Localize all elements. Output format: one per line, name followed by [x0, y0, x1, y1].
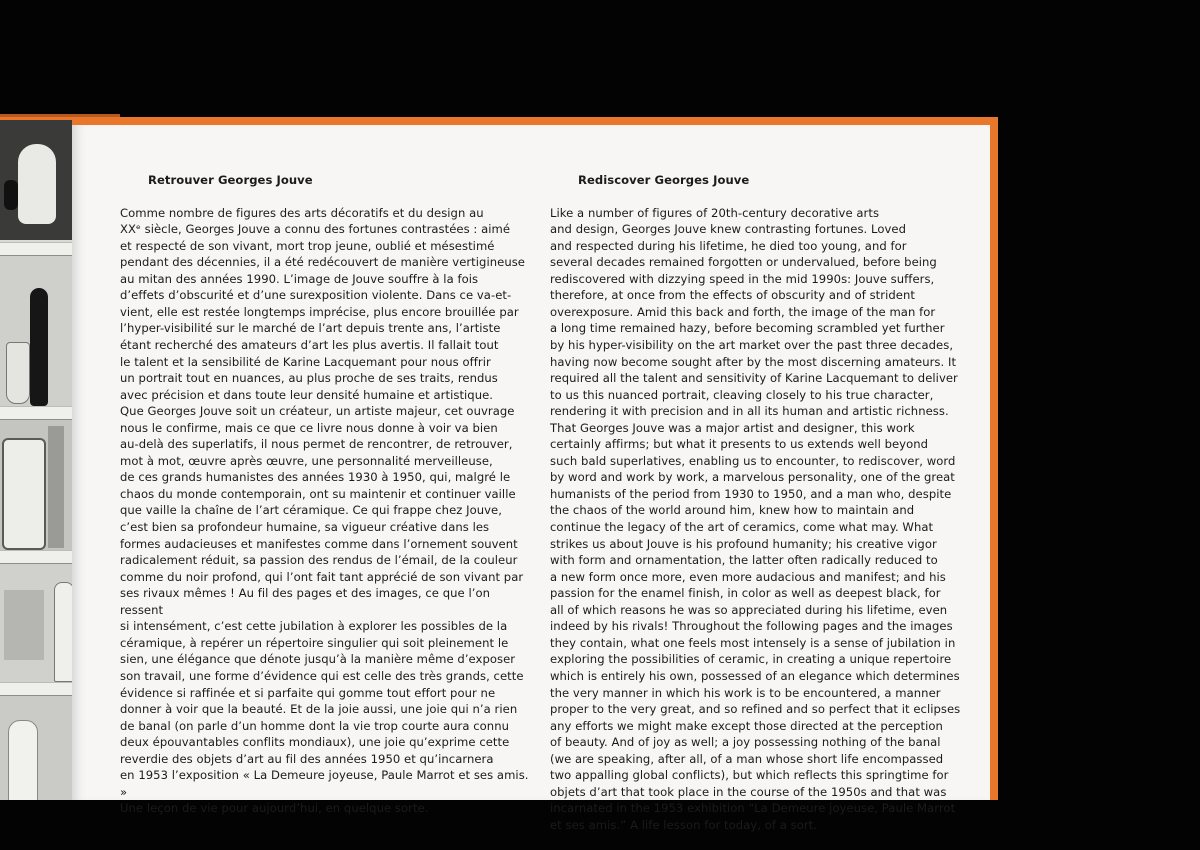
ceramics-photo: [0, 120, 72, 800]
french-column: [120, 155, 530, 833]
french-heading: Retrouver Georges Jouve: [148, 172, 313, 187]
english-heading: Rediscover Georges Jouve: [578, 172, 750, 187]
english-column: [550, 155, 980, 850]
french-body: Comme nombre de figures des arts décoratifs et du design au XXᵉ siècle, Georges Jouve a connu des fortunes contrastées : aimé et respecté de son vivant, mort trop jeune, oublié et mésestimé pendant des décennies, il a été redécouvert de manière vertigineuse au mitan des années 1990. L’image de Jouve souffre à la fois d’effets d’obscurité et d’une surexposition violente. Dans ce va-et- vient, elle est restée longtemps imprécise, plus encore brouillée par l’hyper-visibilité sur le marché de l’art depuis trente ans, l’artiste étant recherché des amateurs d’art les plus avertis. Il fallait tout le talent et la sensibilité de Karine Lacquemant pour nous offrir un portrait tout en nuances, au plus proche de ses traits, rendus avec précision et dans toute leur densité humaine et artistique. Que Georges Jouve soit un créateur, un artiste majeur, cet ouvrage nous le confirme, mais ce que ce livre nous donne à voir va bien au-delà des superlatifs, il nous permet de rencontrer, de retrouver, mot à mot, œuvre après œuvre, une personnalité merveilleuse, de ces grands humanistes des années 1930 à 1950, qui, malgré le chaos du monde contemporain, ont su maintenir et continuer vaille que vaille la chaîne de l’art céramique. Ce qui frappe chez Jouve, c’est bien sa profondeur humaine, sa vigueur créative dans les formes audacieuses et manifestes comme dans l’ornement souvent radicalement réduit, sa passion des rendus de l’émail, de la couleur comme du noir profond, qui l’ont fait tant apprécié de son vivant par ses rivaux mêmes ! Au fil des pages et des images, ce que l’on ressent si intensément, c’est cette jubilation à explorer les possibles de la céramique, à repérer un répertoire singulier qui soit pleinement le sien, une élégance que dénote jusqu’à la manière même d’exposer son travail, une forme d’évidence qui est celle des très grands, cette évidence si raffinée et si parfaite qui gomme tout effort pour ne donner à voir que la beauté. Et de la joie aussi, une joie qui n’a rien de banal (on parle d’un homme dont la vie trop courte aura connu deux épouvantables conflits mondiaux), une joie qu’exprime cette reverdie des objets d’art au fil des années 1950 et qu’incarnera en 1953 l’exposition « La Demeure joyeuse, Paule Marrot et ses amis. » Une leçon de vie pour aujourd’hui, en quelque sorte.: [120, 205, 529, 816]
english-body: Like a number of figures of 20th-century decorative arts and design, Georges Jouve knew contrasting fortunes. Loved and respected during his lifetime, he died too young, and for several decades remained forgotten or undervalued, before being rediscovered with dizzying speed in the mid 1990s: Jouve suffers, therefore, at once from the effects of obscurity and of strident overexposure. Amid this back and forth, the image of the man for a long time remained hazy, before becoming scrambled yet further by his hyper-visibility on the art market over the past three decades, having now become sought after by the most discerning amateurs. It required all the talent and sensitivity of Karine Lacquemant to deliver to us this nuanced portrait, cleaving closely to his true character, rendering it with precision and in all its human and artistic richness. That Georges Jouve was a major artist and designer, this work certainly affirms; but what it presents to us extends well beyond such bald superlatives, enabling us to encounter, to rediscover, word by word and work by work, a marvelous personality, one of the great humanists of the period from 1930 to 1950, and a man who, despite the chaos of the world around him, knew how to maintain and continue the legacy of the art of ceramics, come what may. What strikes us about Jouve is his profound humanity; his creative vigor with form and ornamentation, the latter often radically reduced to a new form once more, even more audacious and manifest; and his passion for the enamel finish, in color as well as deepest black, for all of which reasons he was so appreciated during his lifetime, even indeed by his rivals! Throughout the following pages and the images they contain, what one feels most intensely is a sense of jubilation in exploring the possibilities of ceramic, in creating a unique repertoire which is entirely his own, possessed of an elegance which determines the very manner in which his work is to be encountered, a manner proper to the very great, and so refined and so perfect that it eclipses any efforts we might make except those directed at the perception of beauty. And of joy as well; a joy possessing nothing of the banal (we are speaking, after all, of a man whose short life encompassed two appalling global conflicts), but which reflects this springtime for objets d’art that took place in the course of the 1950s and that was incarnated in the 1953 exhibition “La Demeure joyeuse, Paule Marrot et ses amis.” A life lesson for today, of a sort.: [550, 205, 961, 832]
